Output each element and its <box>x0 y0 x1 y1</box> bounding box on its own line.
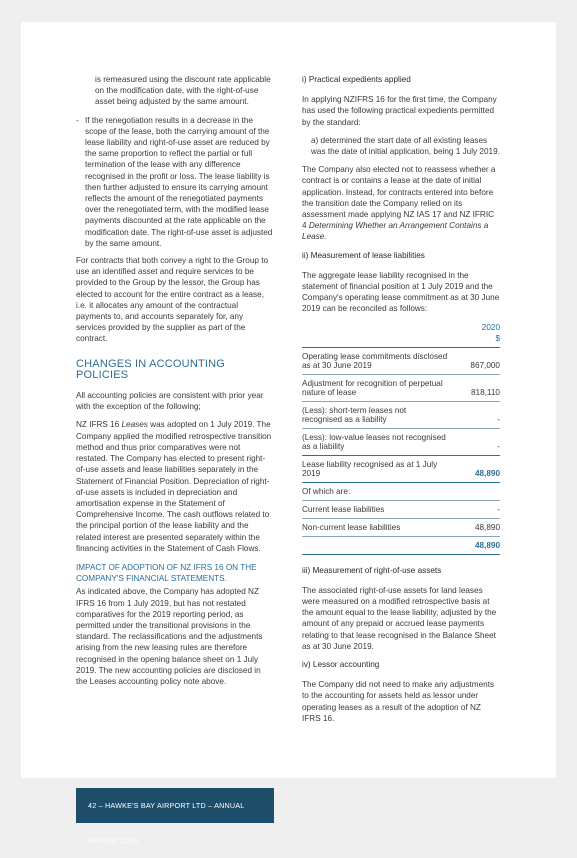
row-value: 818,110 <box>448 374 500 401</box>
section-heading: i) Practical expedients applied <box>302 75 411 84</box>
row-label: Current lease liabilities <box>302 500 448 518</box>
table-row-grand-total <box>302 536 500 554</box>
row-value: - <box>448 428 500 455</box>
table-row <box>302 374 500 401</box>
text-run: The Company also elected not to reassess whether a contract is or contains a lease at the date of initial application. Instead, for contracts entered into before the transition date the Company relied on its assessment made applying NZ IAS 17 and NZ IFRIC 4 <box>302 165 496 231</box>
paragraph <box>76 419 274 553</box>
section-heading: iii) Measurement of right-of-use assets <box>302 565 442 575</box>
section-heading: CHANGES IN ACCOUNTING POLICIES <box>76 357 226 381</box>
row-value: 48,890 <box>448 455 500 482</box>
paragraph: For contracts that both convey a right to the Group to use an identified asset and require services to be provided to the Group by the lessor, the Group has elected to account for the entire contract as a lease, i.e. it allocates any amount of the contractual payments to, and accounts separately for, any services provided by the supplier as part of the contract. <box>76 256 269 344</box>
paragraph: The Company did not need to make any adjustments to the accounting for assets held as lessor under operating leases as a result of the adoption of NZ IFRS 16. <box>302 680 495 723</box>
page-footer: 42 – HAWKE'S BAY AIRPORT LTD – ANNUAL REPORT 2020 <box>76 788 274 823</box>
paragraph: As indicated above, the Company has adopted NZ IFRS 16 from 1 July 2019, but has not restated comparatives for the 2019 reporting period, as permitted under the transitional provisions in the standard. The reclassifications and the adjustments arising from the new leasing rules are therefore recognised in the opening balance sheet on 1 July 2019. The new accounting policies are disclosed in the Leases accounting policy note above. <box>76 587 263 686</box>
table-header-row <box>302 322 500 348</box>
table-row <box>302 482 500 500</box>
paragraph: In applying NZIFRS 16 for the first time, the Company has used the following practical expedients permitted by the standard: <box>302 95 497 127</box>
table-row <box>302 500 500 518</box>
row-value: 48,890 <box>448 536 500 554</box>
sub-heading: IMPACT OF ADOPTION OF NZ IFRS 16 ON THE COMPANY'S FINANCIAL STATEMENTS. <box>76 562 257 584</box>
bullet-item <box>76 115 274 249</box>
paragraph-indented: a) determined the start date of all existing leases was the date of initial application, being 1 July 2019. <box>311 135 500 157</box>
table-row <box>302 401 500 428</box>
row-value: 48,890 <box>448 518 500 536</box>
currency-header: $ <box>495 333 500 343</box>
column-header <box>448 322 500 348</box>
year-header: 2020 <box>481 322 500 332</box>
right-column <box>302 74 500 731</box>
lease-reconciliation-table <box>302 322 500 555</box>
report-page <box>21 22 556 778</box>
paragraph: The associated right-of-use assets for land leases were measured on a modified retrospective basis at the amount equal to the lease liability, adjusted by the amount of any prepaid or accrued lease payments relating to that lease recognised in the Balance Sheet as at 30 June 2019. <box>302 585 497 651</box>
row-value: - <box>448 401 500 428</box>
emphasis: Leases <box>121 420 148 430</box>
table-row-total <box>302 455 500 482</box>
bullet-dash: - <box>76 115 79 125</box>
row-value: - <box>448 500 500 518</box>
paragraph: The aggregate lease liability recognised in the statement of financial position at 1 July 2019 and the Company's operating lease commitment as at 30 June 2019 can be reconciled as follows: <box>302 270 500 314</box>
section-heading: ii) Measurement of lease liabilities <box>302 250 425 260</box>
bullet-text: If the renegotiation results in a decrease in the scope of the lease, both the carrying amount of the lease liability and right-of-use asset are reduced by the same proportion to reflect the partial or full termination of the lease with any difference recognised in the profit or loss. The lease liability is then further adjusted to ensure its carrying amount reflects the amount of the renegotiated payments over the renegotiated term, with the modified lease payments discounted at the rate applicable on the modification date. The right-of-use asset is adjusted by the same amount. <box>85 115 273 248</box>
text-run: NZ IFRS 16 <box>76 420 122 430</box>
emphasis: Determining Whether an Arrangement Contains a Lease. <box>302 221 489 242</box>
paragraph: All accounting policies are consistent with prior year with the exception of the following; <box>76 391 264 412</box>
row-label: (Less): low-value leases not recognised as a liability <box>302 428 448 455</box>
text-run: was adopted on 1 July 2019. The Company applied the modified retrospective transition method and thus prior comparatives were not restated. The Company has elected to present right-of-use assets and lease liabilities separately in the Statement of Financial Position. Depreciation of right-of-use assets is included in depreciation and amortisation expense in the Statement of Comprehensive Income. The cash outflows related to the principal portion of the lease liability and the related interest are presented separately within the financing activities in the Statement of Cash Flows. <box>76 420 272 553</box>
row-label: (Less): short-term leases not recognised as a liability <box>302 401 448 428</box>
paragraph <box>302 164 500 242</box>
table-row <box>302 347 500 374</box>
table-row <box>302 518 500 536</box>
row-value: 867,000 <box>448 347 500 374</box>
row-label: Operating lease commitments disclosed as at 30 June 2019 <box>302 347 448 374</box>
row-label: Of which are: <box>302 486 351 496</box>
paragraph: is remeasured using the discount rate applicable on the modification date, with the right-of-use asset being adjusted by the same amount. <box>95 75 271 107</box>
row-label: Non-current lease liabilities <box>302 518 448 536</box>
section-heading: iv) Lessor accounting <box>302 660 380 670</box>
table-row <box>302 428 500 455</box>
row-label: Lease liability recognised as at 1 July 2019 <box>302 455 448 482</box>
row-label: Adjustment for recognition of perpetual nature of lease <box>302 374 448 401</box>
left-column <box>76 74 274 694</box>
